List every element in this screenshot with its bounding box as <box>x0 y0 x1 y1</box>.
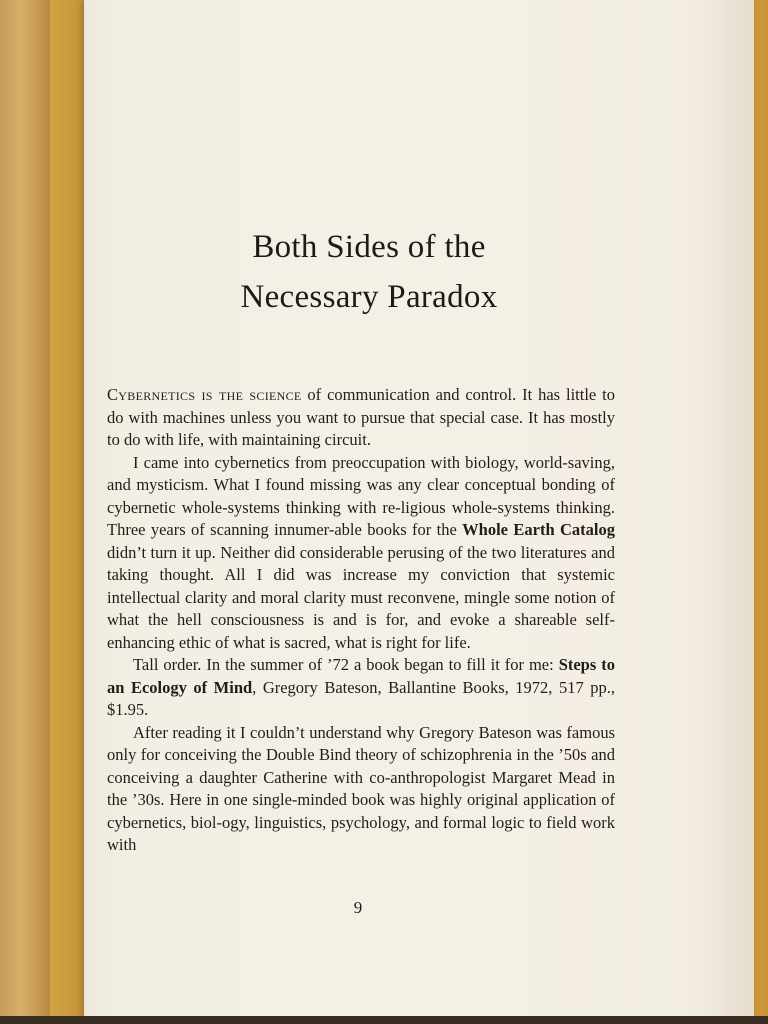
bottom-surface <box>0 1016 768 1024</box>
paragraph-3-text-after: , Gregory Bateson, Ballantine Books, 1972, 517 pp., $1.95. <box>107 677 615 719</box>
gutter-shadow <box>38 0 86 1024</box>
paragraph-2-text-after: didn’t turn it up. Neither did considerable perusing of the two literatures and taking thought. All I did was increase my conviction that systemic intellectual clarity and moral clarity must reconvene, mingle some notion of what the hell consciousness is and is for, and evoke a shareable self-enhancing ethic of what is sacred, what is right for life. <box>107 542 615 652</box>
paragraph-1-text: of communication and control. It has little to do with machines unless you want to pursue that special case. It has mostly to do with life, with maintaining circuit. <box>107 385 615 449</box>
opening-smallcaps: Cybernetics is the science <box>107 385 302 404</box>
chapter-title-line-1: Both Sides of the <box>252 229 486 265</box>
book-title-steps-to-an-ecology-of-mind: Steps to an Ecology of Mind <box>107 655 615 697</box>
chapter-body <box>107 384 615 857</box>
paragraph-1 <box>107 384 615 452</box>
paragraph-2 <box>107 452 615 655</box>
chapter-title-line-2: Necessary Paradox <box>240 279 498 315</box>
paragraph-3-text-before: Tall order. In the summer of ’72 a book began to fill it for me: <box>133 655 559 674</box>
paragraph-4-text: After reading it I couldn’t understand why Gregory Bateson was famous only for conceiving the Double Bind theory of schizophrenia in the ’50s and conceiving a daughter Catherine with co-anthropologist Margaret Mead in the ’30s. Here in one single-minded book was highly original application of cybernetics, biol-ogy, linguistics, psychology, and formal logic to field work with <box>107 722 615 854</box>
book-title-whole-earth-catalog: Whole Earth Catalog <box>462 520 615 539</box>
paragraph-2-text-before: I came into cybernetics from preoccupation with biology, world-saving, and mysticism. What I found missing was any clear conceptual bonding of cybernetic whole-systems thinking with re-ligious whole-systems thinking. Three years of scanning innumer-able books for the <box>107 452 615 539</box>
paragraph-4 <box>107 722 615 857</box>
page-fold-shade <box>700 0 754 1024</box>
page-number: 9 <box>353 898 363 917</box>
chapter-title <box>84 222 654 322</box>
paragraph-3 <box>107 654 615 722</box>
